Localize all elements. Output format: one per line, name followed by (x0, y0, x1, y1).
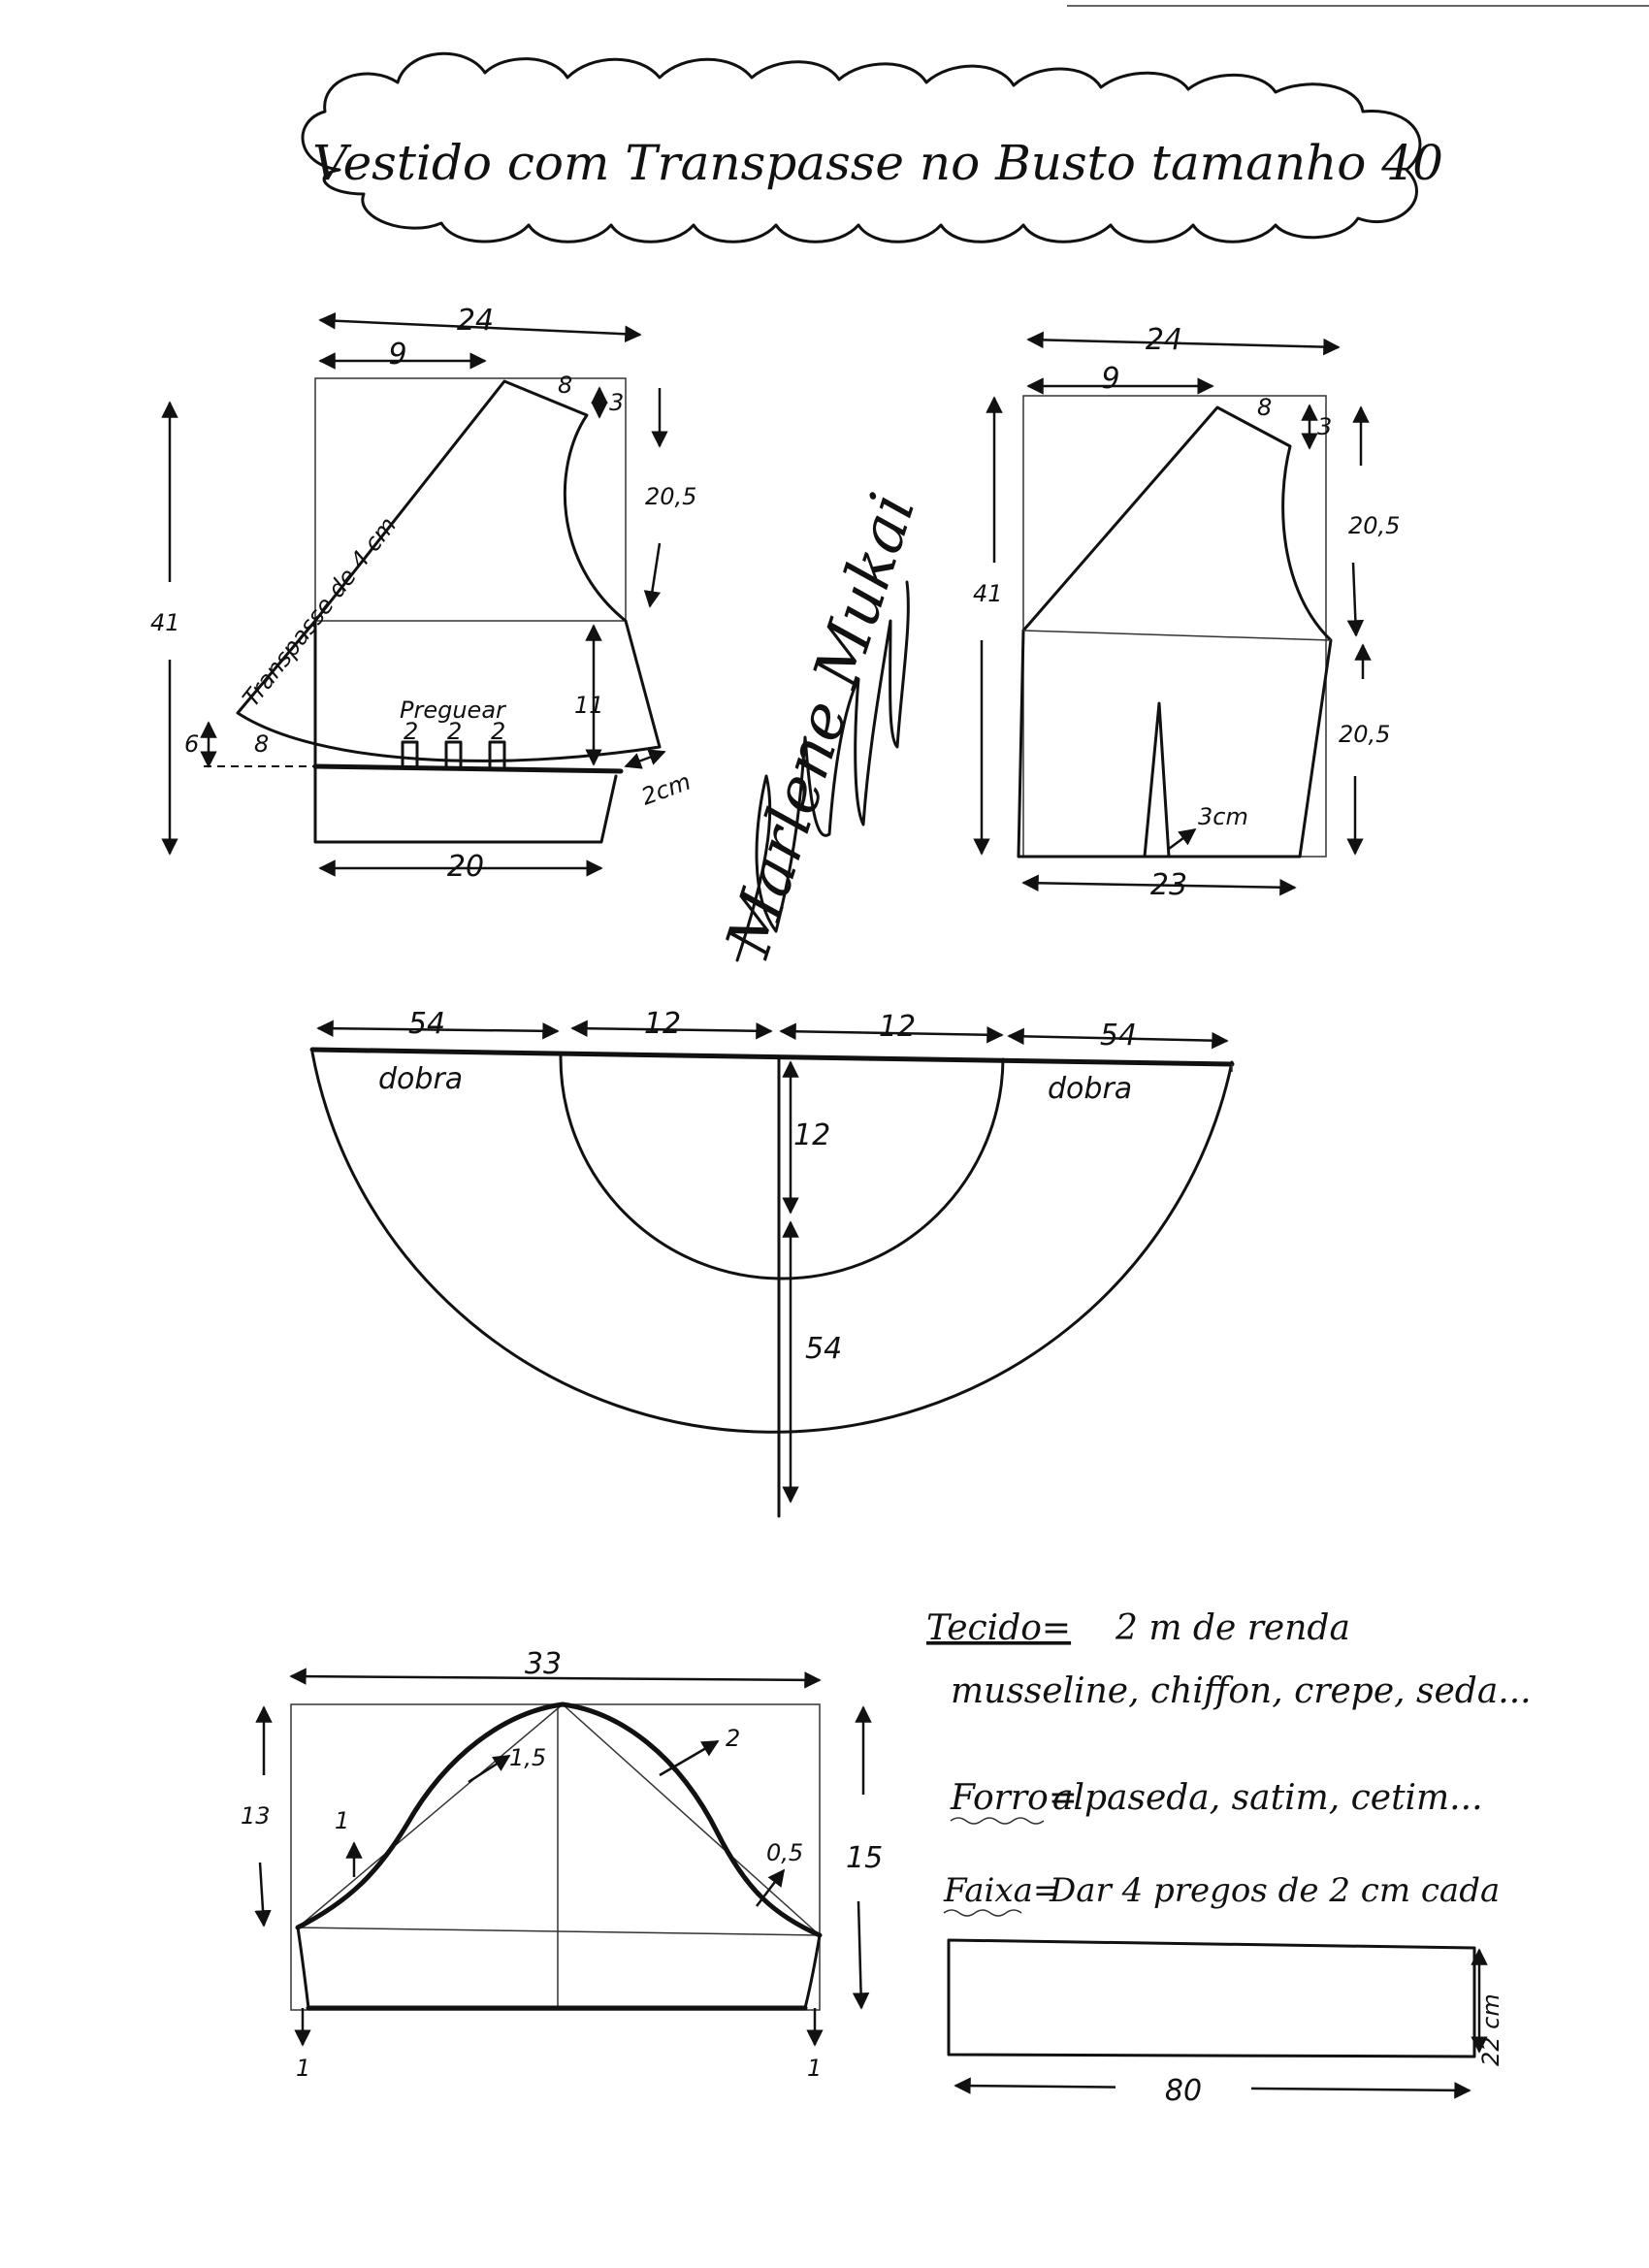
front-lower-side-label: 11 (574, 692, 604, 719)
skirt-fold-left: dobra (378, 1062, 464, 1096)
front-pleat-title: Preguear (400, 697, 505, 724)
materials-notes (926, 1608, 1532, 1916)
back-bodice (973, 323, 1400, 902)
sleeve-bottom-right-label: 1 (807, 2055, 823, 2082)
front-pleat-3: 2 (491, 718, 506, 745)
sleeve-cap-label: 13 (241, 1802, 271, 1830)
sleeve-cap-curve (298, 1704, 820, 1935)
back-dart (1145, 703, 1169, 857)
skirt-inner-radius-label: 12 (793, 1118, 831, 1152)
sleeve-left-upper-label: 1,5 (509, 1744, 547, 1771)
title-cloud (303, 53, 1443, 242)
front-pleat-2: 2 (447, 718, 463, 745)
sleeve-right-lower-arrow (757, 1870, 784, 1906)
back-armhole-arrow-bottom (1353, 563, 1356, 635)
back-bodice-frame (1023, 396, 1326, 857)
front-side-ext-label: 2cm (637, 767, 695, 811)
waistband-rect (949, 1940, 1474, 2057)
front-waist-seam (315, 766, 621, 771)
skirt-right-waist-label: 12 (878, 1010, 917, 1044)
front-side-ext-arrow (626, 752, 664, 766)
signature (713, 485, 930, 966)
front-left-drop-label: 6 (184, 730, 200, 758)
skirt-waist-arc (561, 1055, 1003, 1279)
back-shoulder-drop-label: 3 (1317, 413, 1333, 440)
forro-underline (951, 1818, 1044, 1824)
tecido-text-2: musseline, chiffon, crepe, seda... (951, 1671, 1532, 1711)
front-shoulder-drop-label: 3 (609, 389, 625, 416)
skirt-hem-radius-label: 54 (805, 1332, 843, 1366)
faixa-label: Faixa= (944, 1871, 1061, 1910)
tecido-label: Tecido= (926, 1608, 1072, 1648)
sleeve-width-label: 33 (524, 1647, 563, 1681)
forro-text: alpaseda, satim, cetim... (1052, 1778, 1483, 1818)
back-dart-label: 3cm (1198, 803, 1248, 830)
back-shoulder-label: 8 (1257, 394, 1273, 421)
sleeve (241, 1647, 883, 2082)
front-transpasse-label: Transpasse de 4 cm (237, 511, 403, 712)
tecido-text: 2 m de renda (1116, 1608, 1350, 1648)
sleeve-total-arrow-down (858, 1901, 861, 2008)
front-left-offset-label: 8 (254, 730, 270, 758)
front-shoulder-label: 8 (558, 372, 573, 399)
front-bodice-frame (315, 378, 626, 621)
front-neck-label: 9 (388, 338, 407, 372)
back-neck-label: 9 (1101, 362, 1120, 396)
sleeve-cap-base (298, 1928, 820, 1935)
back-width-arrow (1028, 340, 1339, 347)
back-chest-line (1023, 631, 1331, 640)
sleeve-sides (298, 1928, 820, 2008)
sleeve-right-lower-label: 0,5 (766, 1839, 804, 1866)
waistband-height-label: 22 cm (1477, 1993, 1504, 2066)
waistband-length-label: 80 (1164, 2074, 1203, 2108)
sleeve-left-upper-arrow (469, 1756, 509, 1782)
faixa-text: Dar 4 pregos de 2 cm cada (1050, 1871, 1501, 1910)
sleeve-total-label: 15 (846, 1841, 884, 1875)
sleeve-right-guide (563, 1704, 820, 1935)
waistband (949, 1940, 1504, 2108)
faixa-underline (944, 1910, 1021, 1916)
front-lower-block (315, 621, 616, 842)
skirt-hem-arc (312, 1053, 1232, 1432)
front-pleat-1: 2 (404, 718, 419, 745)
front-bodice (150, 304, 696, 884)
sleeve-right-upper-label: 2 (726, 1725, 741, 1752)
sleeve-left-lower-label: 1 (335, 1807, 350, 1834)
sleeve-right-upper-arrow (660, 1741, 718, 1775)
sleeve-cap-arrow-down (260, 1863, 264, 1926)
back-waist-label: 23 (1149, 868, 1188, 902)
page-title: Vestido com Transpasse no Busto tamanho 40 (312, 135, 1443, 191)
skirt-left-hem-label: 54 (407, 1007, 446, 1041)
back-height-label: 41 (973, 580, 1003, 607)
front-armhole-arrow-bottom (650, 543, 660, 606)
front-width-label: 24 (456, 304, 495, 338)
front-height-label: 41 (150, 609, 180, 636)
back-width-label: 24 (1145, 323, 1183, 357)
forro-label: Forro= (951, 1778, 1078, 1818)
sleeve-bottom-left-label: 1 (296, 2055, 311, 2082)
signature-text: Marlene Mukai (712, 485, 930, 965)
skirt (312, 1007, 1232, 1516)
skirt-fold-right: dobra (1048, 1072, 1133, 1106)
back-armhole-label: 20,5 (1348, 512, 1401, 539)
skirt-right-hem-label: 54 (1099, 1019, 1138, 1053)
front-pleat-marks (403, 742, 504, 766)
back-lower-label: 20,5 (1339, 721, 1391, 748)
skirt-left-waist-label: 12 (643, 1007, 682, 1041)
front-waist-label: 20 (446, 850, 485, 884)
back-dart-arrow (1169, 829, 1195, 849)
front-armhole-label: 20,5 (645, 483, 697, 510)
